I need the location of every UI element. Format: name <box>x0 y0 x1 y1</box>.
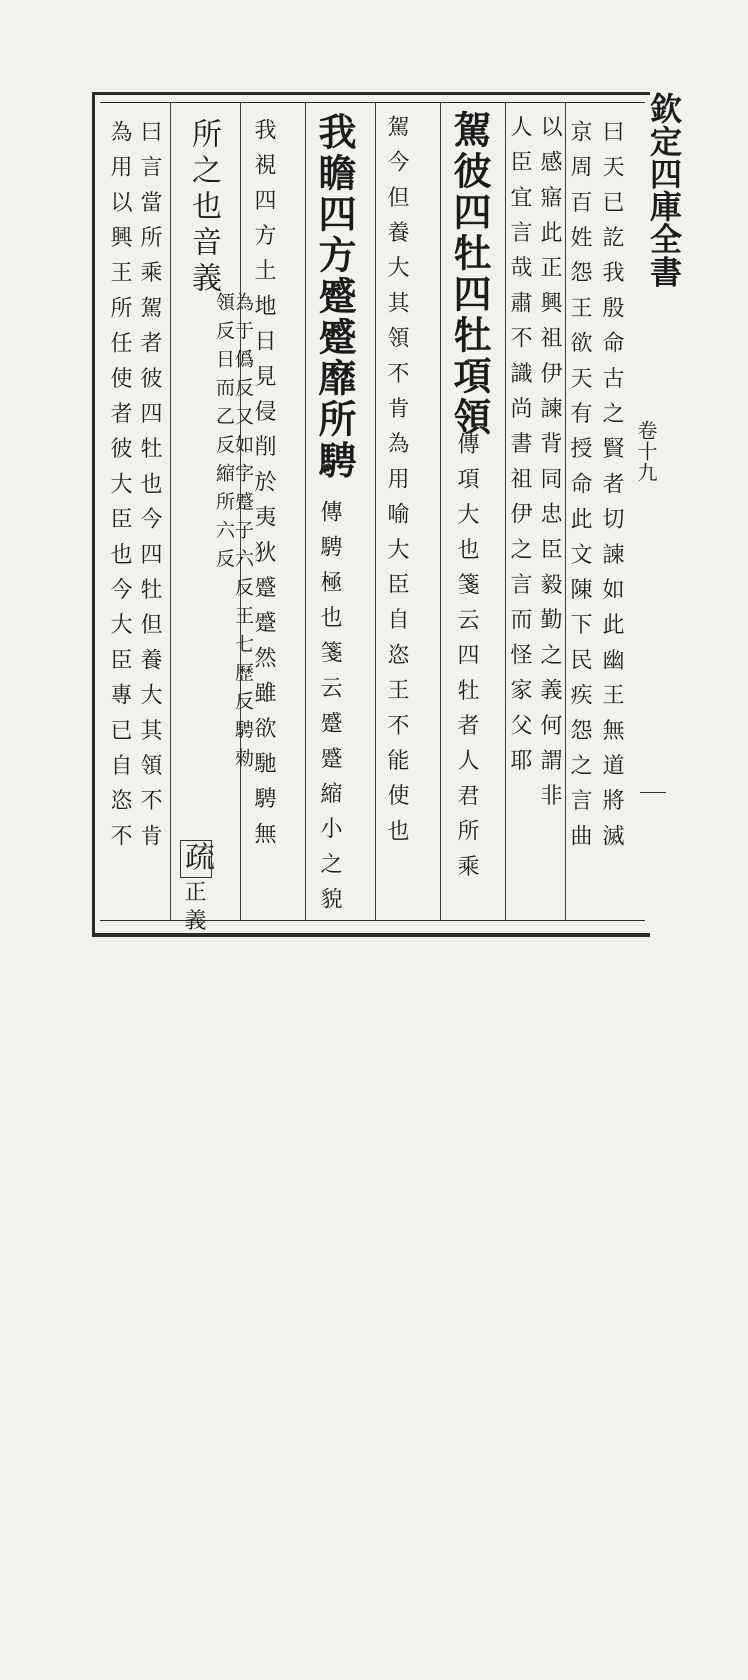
column-rule <box>305 103 306 920</box>
volume-label: 卷十九 <box>634 420 658 483</box>
margin-tick <box>640 792 666 793</box>
text-column-6: 駕今但養大其領不肯為用喻大臣自恣王不能使也 <box>384 115 409 855</box>
verse-column-1: 駕彼四牡四牡項領 <box>447 110 492 439</box>
text-column-8: 我視四方土地日見侵削於夷狄蹙蹙然雖欲馳騁無 <box>251 118 276 858</box>
text-column-4: 人臣宜言哉肅不識尚書祖伊之言而怪家父耶 <box>507 115 532 784</box>
shu-marker: 疏 <box>179 841 214 877</box>
top-inner-rule <box>100 102 645 103</box>
text-column-2: 京周百姓怨王欲天有授命此文陳下民疾怨之言曲 <box>567 120 592 860</box>
column-rule <box>440 103 441 920</box>
column-rule <box>505 103 506 920</box>
phonetic-notes: 為于僞反又如字蹙子六反王七歷反騁勑領反日而乙反縮所六反 <box>213 292 254 777</box>
text-column-10: 曰言當所乘駕者彼四牡也今四牡但養大其領不肯 <box>137 120 162 860</box>
commentary-column-1: 傳項大也箋云四牡者人君所乘 <box>454 432 479 890</box>
commentary-column-2: 傳騁極也箋云蹙蹙縮小之貌 <box>317 500 342 923</box>
book-title: 欽定四庫全書 <box>645 92 683 288</box>
text-column-1: 曰天已訖我殷命古之賢者切諫如此幽王無道將滅 <box>599 120 624 860</box>
text-column-11: 為用以興王所任使者彼大臣也今大臣專已自恣不 <box>107 120 132 860</box>
text-column-3: 以感寤此正興祖伊諫背同忠臣毅勤之義何謂非 <box>537 115 562 819</box>
column-rule <box>565 103 566 920</box>
column-rule <box>375 103 376 920</box>
verse-column-2: 我瞻四方蹙蹙靡所騁 <box>312 112 357 482</box>
text-column-9: 所之也音義 <box>186 118 221 298</box>
zhengyi-label: 正義 <box>181 880 206 938</box>
column-rule <box>170 103 171 920</box>
